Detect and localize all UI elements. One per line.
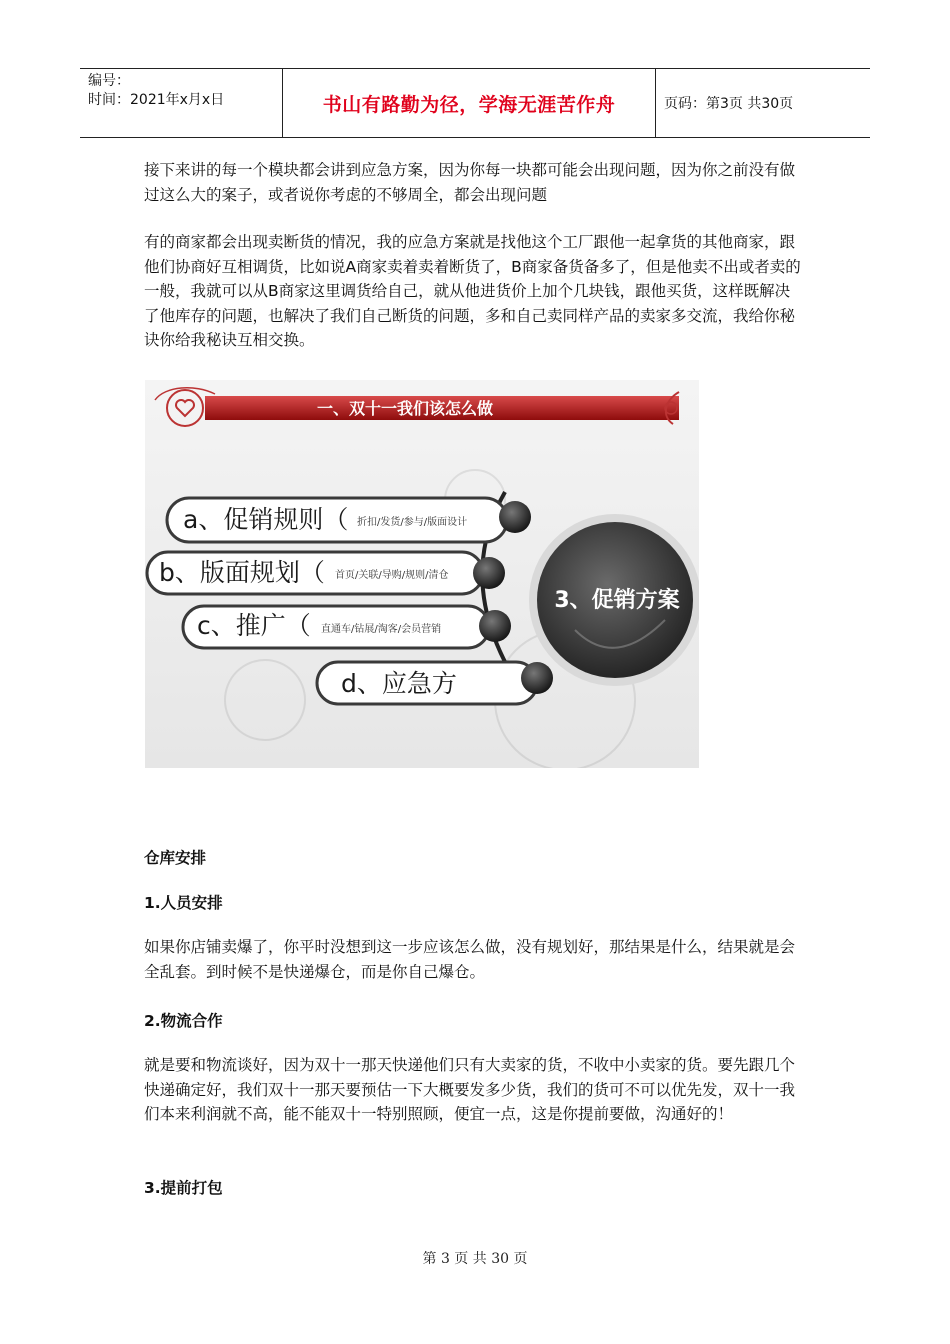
paragraph-2-text: 有的商家都会出现卖断货的情况，我的应急方案就是找他这个工厂跟他一起拿货的其他商家，跟他们协商好互相调货，比如说A商家卖着卖着断货了，B商家备货备多了，但是他卖不出或者卖的一般，我就可以从B商家这里调货给自己，就从他进货价上加个几块钱，跟他买货，这样既解决了他库存的问题，也解决了我们自己断货的问题，多和自己卖同样产品的卖家多交流，我给你秘诀你给我秘诀互相交换。	[144, 233, 801, 349]
item-a-sub: 折扣/发货/参与/版面设计	[357, 517, 468, 528]
number-label: 编号：	[88, 73, 130, 89]
paragraph-1-text: 接下来讲的每一个模块都会讲到应急方案，因为你每一块都可能会出现问题，因为你之前没有做过这么大的案子，或者说你考虑的不够周全，都会出现问题	[144, 161, 796, 204]
center-circle	[529, 514, 699, 686]
heading-staff-text: 1.人员安排	[144, 894, 223, 912]
paragraph-2	[144, 230, 804, 353]
item-c-label: c、推广（	[197, 611, 311, 640]
heading-warehouse-text: 仓库安排	[144, 849, 207, 867]
item-c-ball-icon	[479, 610, 511, 642]
promotion-diagram	[145, 380, 699, 768]
item-c	[183, 606, 511, 648]
heading-warehouse	[144, 846, 804, 868]
footer-page-text: 第 3 页 共 30 页	[422, 1251, 528, 1267]
page-header	[80, 68, 870, 138]
item-b-label: b、版面规划（	[159, 558, 325, 587]
item-a	[167, 498, 531, 542]
item-a-label: a、促销规则（	[183, 505, 349, 534]
promotion-figure	[145, 380, 699, 768]
paragraph-4-text: 就是要和物流谈好，因为双十一那天快递他们只有大卖家的货，不收中小卖家的货。要先跟几个快递确定好，我们双十一那天要预估一下大概要发多少货，我们的货可不可以优先发，双十一我们本来利润就不高，能不能双十一特别照顾，便宜一点，这是你提前要做，沟通好的！	[144, 1056, 796, 1123]
paragraph-4	[144, 1053, 804, 1127]
heading-staff	[144, 891, 804, 913]
item-b-sub: 首页/关联/导购/规则/清仓	[335, 570, 449, 581]
item-a-ball-icon	[499, 501, 531, 533]
item-c-sub: 直通车/钻展/淘客/会员营销	[321, 624, 442, 635]
item-d-ball-icon	[521, 662, 553, 694]
paragraph-1	[144, 158, 804, 207]
page-footer	[0, 1248, 950, 1268]
item-b	[147, 552, 505, 594]
heading-packing-text: 3.提前打包	[144, 1179, 223, 1197]
page-info: 页码：第3页 共30页	[664, 96, 794, 112]
heading-logistics	[144, 1009, 804, 1031]
heading-packing	[144, 1176, 804, 1198]
header-left	[80, 69, 282, 140]
date-label: 时间：2021年x月x日	[88, 92, 225, 108]
center-label: 3、促销方案	[554, 588, 680, 613]
banner-title: 一、双十一我们该怎么做	[316, 399, 494, 418]
paragraph-3-text: 如果你店铺卖爆了，你平时没想到这一步应该怎么做，没有规划好，那结果是什么，结果就是会全乱套。到时候不是快递爆仓，而是你自己爆仓。	[144, 938, 796, 981]
motto: 书山有路勤为径，学海无涯苦作舟	[322, 93, 616, 116]
item-d-label: d、应急方	[341, 669, 457, 698]
header-page-info	[664, 69, 870, 137]
heading-logistics-text: 2.物流合作	[144, 1012, 223, 1030]
paragraph-3	[144, 935, 804, 984]
item-d	[317, 662, 553, 704]
header-motto-cell	[282, 69, 656, 137]
item-b-ball-icon	[473, 557, 505, 589]
